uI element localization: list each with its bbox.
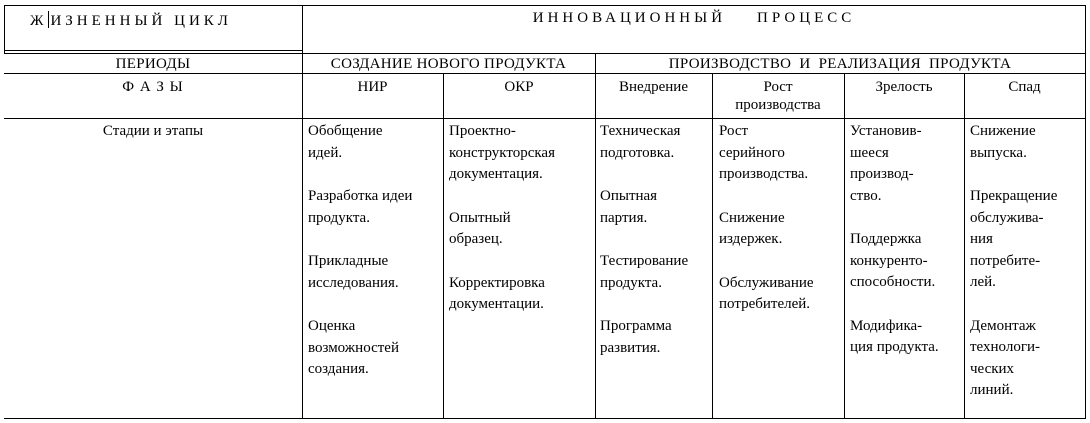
stage-item: Техническая подготовка. bbox=[600, 123, 681, 161]
phase-decline: Спад bbox=[1008, 79, 1041, 95]
row-divider-phases-bottom bbox=[4, 118, 1086, 119]
table-bottom-border bbox=[4, 418, 1086, 419]
phase-nir: НИР bbox=[357, 79, 388, 95]
col-divider-growth-maturity bbox=[844, 73, 845, 419]
stage-item: Обобщение идей. bbox=[308, 123, 383, 161]
stage-item: Разработка идеи продукта. bbox=[308, 188, 413, 226]
periods-label: ПЕРИОДЫ bbox=[115, 56, 191, 72]
period-production: ПРОИЗВОДСТВО И РЕАЛИЗАЦИЯ ПРОДУКТА bbox=[668, 56, 1012, 72]
stage-item: Опытная партия. bbox=[600, 188, 658, 226]
table-left-border bbox=[4, 5, 5, 53]
lifecycle-box-bottom bbox=[4, 50, 302, 51]
stage-item: Рост серийного производства. bbox=[719, 123, 809, 182]
stages-label: Стадии и этапы bbox=[102, 123, 204, 139]
col-divider-periods bbox=[595, 53, 596, 419]
stage-item: Поддержка конкуренто- способности. bbox=[850, 231, 936, 290]
col-divider-nir-okr bbox=[443, 73, 444, 419]
phase-okr: ОКР bbox=[504, 79, 534, 95]
col-divider-intro-growth bbox=[712, 73, 713, 419]
stages-nir bbox=[308, 121, 442, 381]
lifecycle-title-rest: ИЗНЕННЫЙ ЦИКЛ bbox=[50, 13, 232, 29]
stages-intro bbox=[600, 121, 712, 359]
row-divider-periods-top bbox=[4, 53, 1086, 54]
stage-item: Оценка возможностей создания. bbox=[308, 318, 399, 377]
stages-decline bbox=[970, 121, 1085, 402]
stage-item: Снижение издержек. bbox=[719, 209, 785, 247]
process-title: ИННОВАЦИОННЫЙ ПРОЦЕСС bbox=[532, 10, 856, 26]
lifecycle-title-first-letter: Ж bbox=[30, 13, 48, 29]
phases-label: Ф А З Ы bbox=[122, 79, 184, 95]
stage-item: Проектно- конструкторская документация. bbox=[449, 123, 555, 182]
phase-intro: Внедрение bbox=[619, 79, 688, 95]
stage-item: Тестирование продукта. bbox=[600, 253, 689, 291]
stage-item: Программа развития. bbox=[600, 318, 672, 356]
stage-item: Демонтаж технологи- ческих линий. bbox=[970, 317, 1041, 398]
table-right-border bbox=[1085, 5, 1086, 419]
stage-item: Корректировка документации. bbox=[449, 274, 545, 312]
phase-maturity: Зрелость bbox=[875, 79, 933, 95]
phase-growth: Рост производства bbox=[735, 79, 821, 113]
stage-item: Прикладные исследования. bbox=[308, 253, 399, 291]
stage-item: Обслуживание потребителей. bbox=[719, 274, 814, 312]
period-creation: СОЗДАНИЕ НОВОГО ПРОДУКТА bbox=[330, 56, 567, 72]
stage-item: Установив- шееся производ- ство. bbox=[850, 123, 922, 204]
stages-maturity bbox=[850, 121, 964, 359]
stage-item: Прекращение обслужива- ния потребите- лей. bbox=[970, 188, 1058, 290]
row-divider-periods-bottom bbox=[4, 73, 1086, 74]
lifecycle-title bbox=[30, 11, 300, 30]
col-divider-maturity-decline bbox=[964, 73, 965, 419]
stage-item: Опытный образец. bbox=[449, 209, 511, 247]
stage-item: Модифика- ция продукта. bbox=[850, 317, 939, 355]
stage-item: Снижение выпуска. bbox=[970, 123, 1036, 161]
table-top-border bbox=[4, 5, 1086, 6]
stages-growth bbox=[719, 121, 844, 316]
stages-okr bbox=[449, 121, 595, 316]
